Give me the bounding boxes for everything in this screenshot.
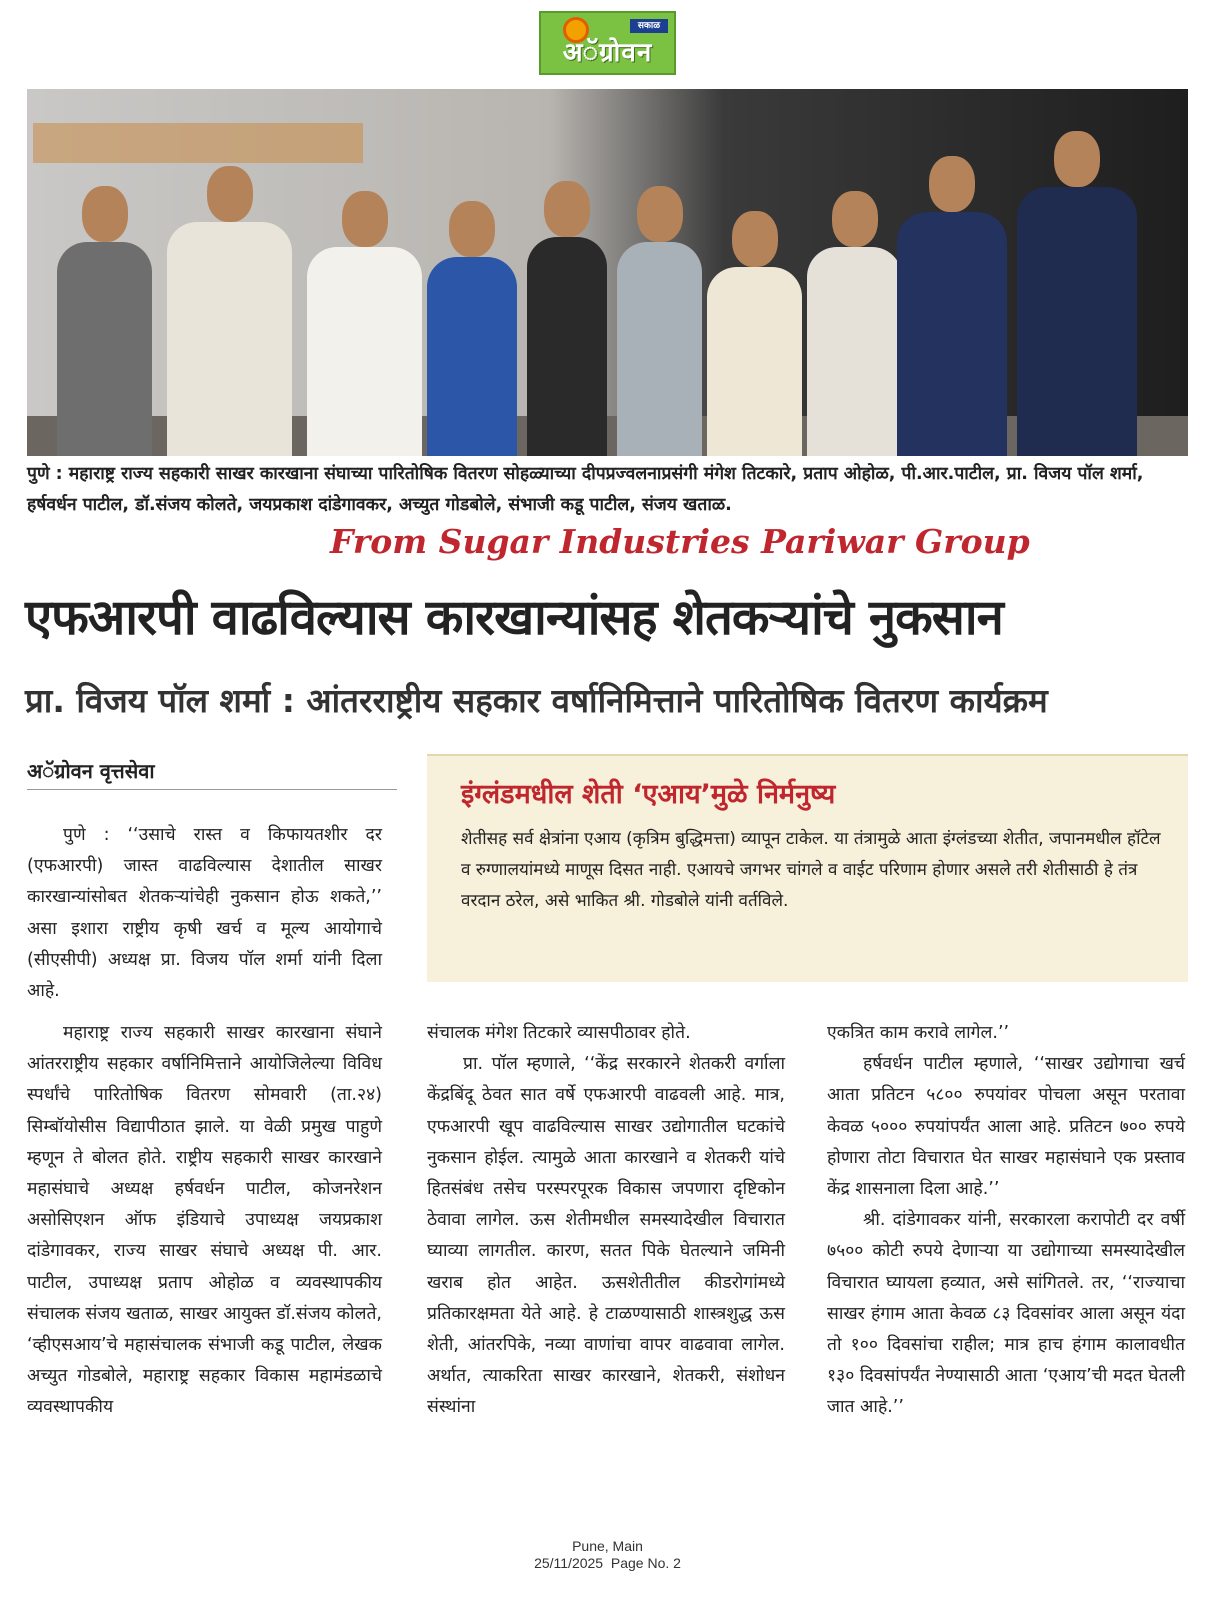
infobox-text: शेतीसह सर्व क्षेत्रांना एआय (कृत्रिम बुद्धिमत्ता) व्यापून टाकेल. या तंत्रामुळे आता इंग्लंडच्या शेतीत, जपानमधील हॉटेल व रुग्णालयांमध्ये माणूस दिसत नाही. एआयचे जगभर चांगले व वाईट परिणाम होणार असले तरी शेतीसाठी हे तंत्र वरदान ठरेल, असे भाकित श्री. गोडबोले यांनी वर्तविले. — [461, 829, 1161, 911]
article-paragraph: एकत्रित काम करावे लागेल.’’ — [827, 1023, 1010, 1043]
person-figure — [57, 186, 152, 456]
person-figure — [307, 191, 422, 456]
article-paragraph: पुणे : ‘‘उसाचे रास्त व किफायतशीर दर (एफआरपी) जास्त वाढविल्यास देशातील साखर कारखान्यांसोबत शेतकऱ्यांचेही नुकसान होऊ शकते,’’ असा इशारा राष्ट्रीय कृषी खर्च व मूल्य आयोगाचे (सीएसीपी) अध्यक्ष प्रा. विजय पॉल शर्मा यांनी दिला आहे. — [27, 825, 382, 1002]
person-figure — [707, 211, 802, 456]
person-figure — [527, 181, 607, 456]
sidebar-infobox — [427, 754, 1188, 982]
photo-caption: पुणे : महाराष्ट्र राज्य सहकारी साखर कारखाना संघाच्या पारितोषिक वितरण सोहळ्याच्या दीपप्रज्वलनाप्रसंगी मंगेश तिटकारे, प्रताप ओहोळ, पी.आर.पाटील, प्रा. विजय पॉल शर्मा, हर्षवर्धन पाटील, डॉ.संजय कोलते, जयप्रकाश दांडेगावकर, अच्युत गोडबोले, संभाजी कडू पाटील, संजय खताळ. — [27, 464, 1144, 515]
infobox-title: इंग्लंडमधील शेती ‘एआय’मुळे निर्मनुष्य — [461, 779, 836, 810]
subheadline: प्रा. विजय पॉल शर्मा : आंतरराष्ट्रीय सहकार वर्षानिमित्ताने पारितोषिक वितरण कार्यक्रम — [25, 681, 1048, 720]
article-paragraph: श्री. दांडेगावकर यांनी, सरकारला करापोटी दर वर्षी ७५०० कोटी रुपये देणाऱ्या या उद्योगाच्या समस्यादेखील विचारात घ्यायला हव्यात, असे सांगितले. तर, ‘‘राज्याचा साखर हंगाम आता केवळ ८३ दिवसांवर आला असून यंदा तो १०० दिवसांचा राहील; मात्र हाच हंगाम कालावधीत १३० दिवसांपर्यंत नेण्यासाठी आता ‘एआय’ची मदत घेतली जात आहे.’’ — [827, 1210, 1185, 1418]
page-footer — [0, 1538, 1215, 1572]
masthead-logo — [539, 11, 676, 75]
byline-divider — [27, 789, 397, 790]
sakal-badge: सकाळ — [630, 19, 668, 33]
article-column-1 — [27, 1018, 382, 1424]
article-paragraph: हर्षवर्धन पाटील म्हणाले, ‘‘साखर उद्योगाचा खर्च आता प्रतिटन ५८०० रुपयांवर पोचला असून परतावा केवळ ५००० रुपयांपर्यंत आला आहे. प्रतिटन ७०० रुपये होणारा तोटा विचारात घेत साखर महासंघाने एक प्रस्ताव केंद्र शासनाला दिला आहे.’’ — [827, 1054, 1185, 1200]
footer-edition: Pune, Main — [572, 1538, 643, 1554]
article-paragraph: संचालक मंगेश तिटकारे व्यासपीठावर होते. — [427, 1023, 691, 1043]
person-figure — [167, 166, 292, 456]
article-paragraph: प्रा. पॉल म्हणाले, ‘‘केंद्र सरकारने शेतकरी वर्गाला केंद्रबिंदू ठेवत सात वर्षे एफआरपी वाढवली आहे. मात्र, एफआरपी खूप वाढविल्यास साखर उद्योगातील घटकांचे नुकसान होईल. त्यामुळे आता कारखाने व शेतकरी यांचे हितसंबंध तसेच परस्परपूरक विकास जपणारा दृष्टिकोन ठेवावा लागेल. ऊस शेतीमधील समस्यादेखील विचारात घ्याव्या लागतील. कारण, सतत पिके घेतल्याने जमिनी खराब होत आहेत. ऊसशेतीतील कीडरोगांमध्ये प्रतिकारक्षमता येते आहे. हे टाळण्यासाठी शास्त्रशुद्ध ऊस शेती, आंतरपिके, नव्या वाणांचा वापर वाढवावा लागेल. अर्थात, त्याकरिता साखर कारखाने, शेतकरी, संशोधन संस्थांना — [427, 1054, 785, 1418]
headline: एफआरपी वाढविल्यास कारखान्यांसह शेतकऱ्यांचे नुकसान — [25, 589, 1003, 646]
footer-date-page: 25/11/2025 Page No. 2 — [534, 1555, 681, 1571]
stage-banner — [33, 123, 363, 163]
person-figure — [897, 156, 1007, 456]
article-column-3 — [827, 1018, 1185, 1424]
event-photo — [27, 89, 1188, 456]
article-paragraph: महाराष्ट्र राज्य सहकारी साखर कारखाना संघाने आंतरराष्ट्रीय सहकार वर्षानिमित्ताने आयोजिलेल्या विविध स्पर्धांचे पारितोषिक वितरण सोमवारी (ता.२४) सिम्बॉयोसीस विद्यापीठात झाले. या वेळी प्रमुख पाहुणे म्हणून ते बोलत होते. राष्ट्रीय सहकारी साखर कारखाने महासंघाचे अध्यक्ष हर्षवर्धन पाटील, कोजनरेशन असोसिएशन ऑफ इंडियाचे उपाध्यक्ष जयप्रकाश दांडेगावकर, राज्य साखर संघाचे अध्यक्ष पी. आर. पाटील, उपाध्यक्ष प्रताप ओहोळ व व्यवस्थापकीय संचालक संजय खताळ, साखर आयुक्त डॉ.संजय कोलते, ‘व्हीएसआय’चे महासंचालक संभाजी कडू पाटील, लेखक अच्युत गोडबोले, महाराष्ट्र सहकार विकास महामंडळाचे व्यवस्थापकीय — [27, 1023, 382, 1418]
person-figure — [807, 191, 902, 456]
watermark-text: From Sugar Industries Pariwar Group — [330, 522, 1030, 561]
brand-name: अॅग्रोवन — [562, 38, 653, 68]
person-figure — [617, 186, 702, 456]
article-column-2 — [427, 1018, 785, 1424]
person-figure — [1017, 131, 1137, 456]
byline: अॅग्रोवन वृत्तसेवा — [27, 759, 155, 783]
article-column-1-top — [27, 820, 382, 1007]
person-figure — [427, 201, 517, 456]
